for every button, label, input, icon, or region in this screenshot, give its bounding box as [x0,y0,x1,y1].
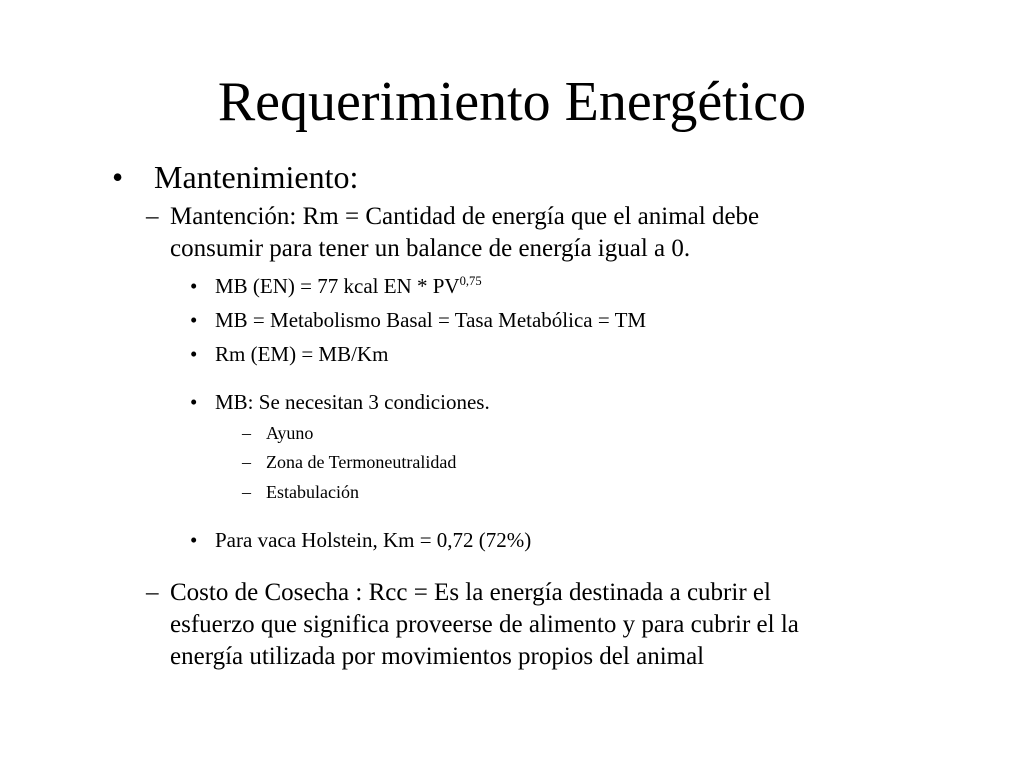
mb-definition: MB = Metabolismo Basal = Tasa Metabólica = TM [215,308,647,332]
bullet-icon: • [190,390,198,414]
bullet-icon: • [190,528,198,552]
dash-icon: – [242,482,251,502]
condition-item: Zona de Termoneutralidad [266,452,457,472]
cosecha-line-2: esfuerzo que significa proveerse de alimento y para cubrir el la [170,611,799,638]
dash-icon: – [242,423,251,443]
dash-icon: – [146,579,159,606]
holstein-km: Para vaca Holstein, Km = 0,72 (72%) [215,528,532,552]
dash-icon: – [146,203,159,230]
mb-condiciones: MB: Se necesitan 3 condiciones. [215,390,490,414]
condition-item: Ayuno [266,423,314,443]
mantencion-line-2: consumir para tener un balance de energía igual a 0. [170,235,691,262]
mb-en-text: MB (EN) = 77 kcal EN * PV [215,274,460,298]
cosecha-line-1: Costo de Cosecha : Rcc = Es la energía destinada a cubrir el [170,579,771,606]
mb-en-formula [215,273,482,299]
mantencion-line-1: Mantención: Rm = Cantidad de energía que el animal debe [170,203,760,230]
bullet-icon: • [190,308,198,332]
condition-item: Estabulación [266,482,359,502]
bullet-icon: • [190,274,198,298]
cosecha-line-3: energía utilizada por movimientos propios del animal [170,643,705,670]
slide-title: Requerimiento Energético [217,71,807,133]
dash-icon: – [242,452,251,472]
mb-en-exponent: 0,75 [459,274,482,288]
bullet-icon: • [112,159,124,195]
rm-em-formula: Rm (EM) = MB/Km [215,342,389,366]
bullet-icon: • [190,342,198,366]
heading-mantenimiento: Mantenimiento: [154,159,359,195]
